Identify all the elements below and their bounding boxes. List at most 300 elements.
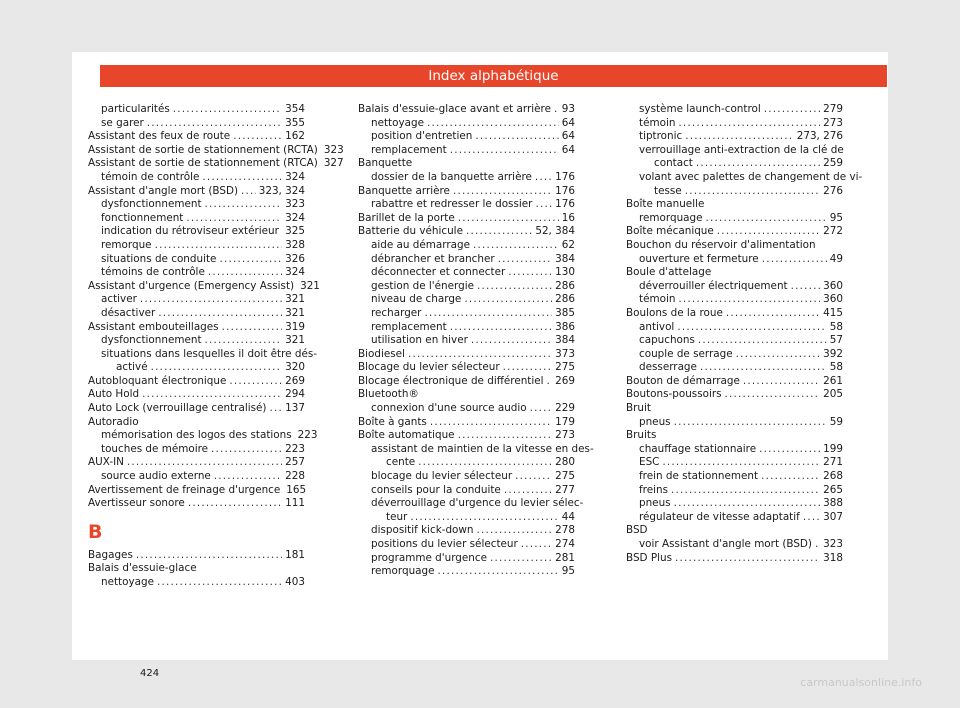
dot-leader [458, 212, 559, 226]
dot-leader [205, 198, 283, 212]
entry-page-ref: 165 [286, 483, 307, 496]
entry-term: mémorisation des logos des stations [101, 429, 292, 442]
dot-leader [815, 538, 820, 552]
index-entry [88, 576, 305, 590]
index-entry [88, 361, 305, 375]
entry-term: Assistant des feux de route [88, 130, 231, 143]
index-entry [88, 321, 305, 335]
entry-page-ref: 321 [285, 306, 305, 319]
entry-page-ref: 386 [555, 320, 575, 333]
index-entry [626, 470, 843, 484]
dot-leader [158, 307, 282, 321]
index-entry [88, 239, 305, 253]
dot-leader [677, 321, 826, 335]
entry-term: Batterie du véhicule [358, 225, 463, 238]
index-entry [626, 375, 843, 389]
index-entry [358, 225, 575, 239]
entry-page-ref: 403 [285, 576, 305, 588]
index-entry [626, 552, 843, 566]
entry-page-ref: 326 [285, 252, 305, 265]
entry-page-ref: 323, 324 [258, 184, 305, 197]
index-entry [626, 307, 843, 321]
index-entry [88, 212, 305, 226]
entry-page-ref: 279 [823, 103, 843, 115]
entry-page-ref: 137 [285, 402, 305, 415]
entry-page-ref: 355 [285, 116, 305, 129]
entry-term: Boutons-poussoirs [626, 388, 722, 401]
dot-leader [477, 524, 553, 538]
entry-page-ref: 280 [555, 456, 575, 469]
entry-page-ref: 257 [285, 456, 305, 469]
dot-leader [762, 253, 827, 267]
index-entry [88, 347, 318, 362]
dot-leader [477, 280, 552, 294]
index-entry [88, 117, 305, 131]
index-entry [626, 239, 843, 253]
entry-term: Blocage électronique de différentiel [358, 374, 544, 387]
index-entry [358, 538, 575, 552]
entry-term: source audio externe [101, 470, 211, 483]
dot-leader [438, 565, 559, 579]
entry-term: positions du levier sélecteur [371, 538, 518, 550]
index-entry [358, 253, 575, 267]
entry-term: voir Assistant d'angle mort (BSD) [639, 538, 812, 550]
dot-leader [269, 402, 282, 416]
entry-term: se garer [101, 116, 144, 129]
entry-term: Assistant d'angle mort (BSD) [88, 184, 238, 197]
entry-term: volant avec palettes de changement de vi- [639, 170, 863, 183]
entry-page-ref: 57 [829, 334, 843, 347]
entry-page-ref: 286 [555, 279, 575, 292]
dot-leader [675, 552, 820, 566]
index-entry [358, 416, 575, 430]
index-entry [358, 280, 575, 294]
index-entry [88, 171, 305, 185]
index-entry [626, 402, 843, 416]
dot-leader [678, 117, 820, 131]
entry-term: Autobloquant électronique [88, 374, 227, 387]
entry-page-ref: 199 [823, 442, 843, 455]
index-entry [358, 552, 575, 566]
index-entry [626, 388, 843, 402]
page-number: 424 [140, 668, 160, 679]
dot-leader [490, 552, 552, 566]
index-entry [88, 549, 305, 563]
index-column-3 [626, 103, 863, 565]
index-entry [88, 443, 305, 457]
entry-term: Autoradio [88, 415, 139, 428]
dot-leader [759, 443, 820, 457]
index-entry [626, 280, 843, 294]
entry-page-ref: 176 [555, 184, 575, 197]
index-entry [358, 565, 575, 579]
dot-leader [155, 239, 283, 253]
entry-page-ref: 319 [285, 320, 305, 333]
index-entry [358, 185, 575, 199]
index-entry [88, 279, 320, 294]
entry-page-ref: 265 [823, 483, 843, 496]
dot-leader [424, 307, 552, 321]
index-entry [626, 524, 843, 538]
entry-page-ref: 321 [285, 334, 305, 347]
index-entry [626, 117, 843, 131]
index-entry [626, 170, 863, 185]
entry-term: fonctionnement [101, 211, 184, 224]
entry-page-ref: 205 [823, 388, 843, 401]
entry-term: Boîte mécanique [626, 225, 714, 238]
entry-page-ref: 228 [285, 470, 305, 483]
entry-term: indication du rétroviseur extérieur [101, 225, 279, 238]
dot-leader [450, 321, 552, 335]
entry-page-ref: 181 [285, 548, 305, 561]
entry-term: désactiver [101, 306, 156, 319]
index-entry [626, 321, 843, 335]
index-entry [358, 470, 575, 484]
index-entry [358, 348, 575, 362]
entry-term: niveau de charge [371, 293, 462, 306]
dot-leader [142, 388, 282, 402]
entry-term: cente [386, 456, 416, 469]
entry-page-ref: 360 [823, 279, 843, 292]
index-entry [88, 388, 305, 402]
section-letter: B [88, 520, 103, 543]
dot-leader [547, 375, 553, 389]
dot-leader [475, 130, 558, 144]
index-entry [358, 144, 575, 158]
dot-leader [726, 307, 820, 321]
dot-leader [685, 130, 794, 144]
entry-term: Avertissement de freinage d'urgence [88, 483, 281, 496]
dot-leader [214, 470, 282, 484]
index-column-2 [358, 103, 594, 579]
entry-term: situations dans lesquelles il doit être dés- [101, 347, 318, 360]
entry-page-ref: 58 [829, 361, 843, 374]
entry-term: antivol [639, 320, 675, 333]
index-entry [626, 185, 843, 199]
index-entry [358, 130, 575, 144]
dot-leader [696, 157, 820, 171]
index-entry [358, 239, 575, 253]
entry-term: déverrouillage d'urgence du levier sélec- [371, 497, 584, 510]
index-entry [358, 171, 575, 185]
index-entry [358, 524, 575, 538]
index-entry [626, 497, 843, 511]
index-entry [358, 307, 575, 321]
index-entry [626, 144, 843, 158]
dot-leader [671, 484, 820, 498]
dot-leader [706, 212, 827, 226]
entry-term: couple de serrage [639, 347, 733, 360]
index-entry [626, 456, 843, 470]
index-entry [626, 198, 843, 212]
dot-leader [229, 375, 282, 389]
entry-term: gestion de l'énergie [371, 279, 474, 292]
dot-leader [662, 456, 820, 470]
index-entry [626, 212, 843, 226]
dot-leader [678, 293, 820, 307]
entry-page-ref: 223 [285, 442, 305, 455]
entry-term: utilisation en hiver [371, 334, 468, 347]
entry-page-ref: 321 [285, 293, 305, 306]
dot-leader [473, 239, 559, 253]
entry-page-ref: 95 [561, 565, 575, 578]
entry-page-ref: 294 [285, 388, 305, 401]
entry-term: Balais d'essuie-glace avant et arrière [358, 103, 551, 115]
index-entry [358, 497, 584, 511]
entry-term: Blocage du levier sélecteur [358, 361, 500, 374]
entry-term: touches de mémoire [101, 442, 209, 455]
entry-page-ref: 162 [285, 130, 305, 143]
index-entry [358, 212, 575, 226]
dot-leader [700, 361, 827, 375]
index-entry [88, 198, 305, 212]
index-entry [358, 442, 594, 457]
entry-term: teur [386, 510, 408, 523]
dot-leader [205, 334, 283, 348]
dot-leader [466, 225, 532, 239]
entry-page-ref: 176 [555, 198, 575, 211]
entry-page-ref: 273, 276 [796, 130, 843, 143]
entry-term: AUX-IN [88, 456, 124, 469]
entry-term: Bruits [626, 429, 657, 442]
index-entry [626, 253, 843, 267]
dot-leader [408, 348, 552, 362]
index-entry [358, 334, 575, 348]
entry-page-ref: 229 [555, 402, 575, 415]
entry-term: BSD [626, 524, 648, 537]
entry-term: frein de stationnement [639, 470, 759, 483]
dot-leader [186, 212, 282, 226]
dot-leader [430, 416, 552, 430]
entry-page-ref: 277 [555, 483, 575, 496]
dot-leader [151, 361, 283, 375]
entry-page-ref: 269 [285, 374, 305, 387]
entry-term: dossier de la banquette arrière [371, 170, 532, 183]
dot-leader [147, 117, 282, 131]
index-entry [626, 266, 843, 280]
index-entry [626, 348, 843, 362]
entry-page-ref: 388 [823, 497, 843, 510]
entry-term: position d'entretien [371, 130, 473, 143]
entry-page-ref: 271 [823, 456, 843, 469]
entry-term: déverrouiller électriquement [639, 279, 788, 292]
entry-page-ref: 130 [555, 266, 575, 279]
index-entry [88, 157, 344, 171]
entry-page-ref: 275 [555, 361, 575, 374]
index-entry [88, 375, 305, 389]
entry-term: pneus [639, 497, 671, 510]
entry-term: Banquette arrière [358, 184, 450, 197]
entry-term: Auto Lock (verrouillage centralisé) [88, 402, 267, 415]
index-entry [88, 470, 305, 484]
entry-page-ref: 52, 384 [535, 225, 575, 238]
entry-page-ref: 354 [285, 103, 305, 115]
entry-term: Bagages [88, 548, 133, 561]
dot-leader [515, 470, 552, 484]
index-entry [88, 130, 305, 144]
dot-leader [674, 416, 827, 430]
index-entry [88, 185, 305, 199]
entry-term: activé [116, 361, 148, 374]
index-entry [88, 103, 305, 117]
entry-term: chauffage stationnaire [639, 442, 757, 455]
entry-page-ref: 16 [561, 211, 575, 224]
entry-page-ref: 58 [829, 320, 843, 333]
dot-leader [498, 253, 553, 267]
entry-term: Assistant de sortie de stationnement (RTCA) [88, 157, 318, 170]
index-entry [626, 484, 843, 498]
dot-leader [127, 456, 282, 470]
entry-term: remplacement [371, 143, 447, 156]
index-column-1 [88, 103, 344, 590]
dot-leader [427, 117, 559, 131]
dot-leader [764, 103, 820, 117]
index-entry [88, 266, 305, 280]
entry-term: BSD Plus [626, 551, 672, 564]
entry-page-ref: 321 [300, 279, 320, 292]
entry-term: activer [101, 293, 137, 306]
entry-term: déconnecter et connecter [371, 266, 506, 279]
entry-term: Boîte manuelle [626, 198, 705, 211]
entry-page-ref: 223 [297, 429, 318, 442]
entry-page-ref: 384 [555, 334, 575, 347]
entry-page-ref: 278 [555, 524, 575, 537]
watermark [0, 676, 960, 689]
index-entry [626, 511, 843, 525]
entry-term: ESC [639, 456, 660, 469]
entry-page-ref: 275 [555, 470, 575, 483]
watermark-text: carmanualsonline.info [800, 676, 922, 689]
entry-term: tiptronic [639, 130, 683, 143]
entry-page-ref: 324 [285, 170, 305, 183]
entry-term: Boule d'attelage [626, 266, 712, 279]
index-entry [88, 402, 305, 416]
dot-leader [136, 549, 282, 563]
entry-page-ref: 64 [561, 130, 575, 143]
entry-term: Assistant embouteillages [88, 320, 219, 333]
dot-leader [450, 144, 559, 158]
index-page [72, 52, 888, 679]
entry-page-ref: 59 [829, 415, 843, 428]
entry-page-ref: 320 [285, 361, 305, 374]
entry-term: verrouillage anti-extraction de la clé de [639, 143, 844, 156]
dot-leader [761, 470, 820, 484]
entry-term: nettoyage [371, 116, 424, 129]
dot-leader [791, 280, 821, 294]
dot-leader [725, 388, 821, 402]
dot-leader [535, 171, 552, 185]
dot-leader [685, 185, 820, 199]
dot-leader [453, 185, 552, 199]
dot-leader [173, 103, 282, 117]
dot-leader [208, 266, 282, 280]
entry-page-ref: 373 [555, 347, 575, 360]
index-entry [358, 402, 575, 416]
entry-page-ref: 281 [555, 551, 575, 564]
entry-term: situations de conduite [101, 252, 217, 265]
entry-term: remplacement [371, 320, 447, 333]
entry-term: pneus [639, 415, 671, 428]
dot-leader [803, 511, 820, 525]
entry-page-ref: 324 [285, 211, 305, 224]
dot-leader [157, 576, 282, 590]
entry-page-ref: 273 [823, 116, 843, 129]
index-entry [88, 562, 305, 576]
entry-page-ref: 261 [823, 374, 843, 387]
dot-leader [504, 484, 552, 498]
entry-page-ref: 93 [561, 103, 575, 115]
entry-page-ref: 95 [829, 211, 843, 224]
index-entry [626, 334, 843, 348]
index-entry [358, 103, 575, 117]
entry-term: remorquage [639, 211, 703, 224]
entry-page-ref: 276 [823, 184, 843, 197]
index-entry [88, 225, 305, 239]
entry-page-ref: 259 [823, 157, 843, 170]
index-entry [358, 511, 575, 525]
entry-term: Assistant d'urgence (Emergency Assist) [88, 279, 295, 292]
index-entry [358, 429, 575, 443]
entry-term: système launch-control [639, 103, 761, 115]
index-entry [88, 416, 305, 430]
entry-term: débrancher et brancher [371, 252, 495, 265]
entry-term: capuchons [639, 334, 695, 347]
entry-page-ref: 49 [829, 252, 843, 265]
index-entry [358, 375, 575, 389]
entry-term: connexion d'une source audio [371, 402, 527, 415]
index-entry [88, 456, 305, 470]
entry-term: rabattre et redresser le dossier [371, 198, 533, 211]
index-entry [88, 497, 305, 511]
entry-page-ref: 176 [555, 170, 575, 183]
index-entry [626, 443, 843, 457]
entry-term: Boulons de la roue [626, 306, 723, 319]
dot-leader [188, 497, 282, 511]
index-entry [626, 361, 843, 375]
dot-leader [743, 375, 820, 389]
entry-page-ref: 44 [561, 510, 575, 523]
entry-page-ref: 62 [561, 238, 575, 251]
entry-term: Bruit [626, 402, 651, 415]
entry-term: Bluetooth® [358, 388, 419, 401]
page-header: Index alphabétique [100, 65, 887, 87]
entry-page-ref: 323 [823, 538, 843, 550]
index-entry [626, 538, 843, 552]
index-entry [358, 484, 575, 498]
dot-leader [503, 361, 553, 375]
entry-term: nettoyage [101, 576, 154, 588]
entry-term: Auto Hold [88, 388, 140, 401]
dot-leader [219, 253, 282, 267]
entry-page-ref: 415 [823, 306, 843, 319]
entry-page-ref: 323 [285, 198, 305, 211]
entry-term: remorque [101, 238, 152, 251]
entry-term: régulateur de vitesse adaptatif [639, 510, 800, 523]
dot-leader [530, 402, 553, 416]
dot-leader [535, 198, 552, 212]
entry-page-ref: 318 [823, 551, 843, 564]
entry-page-ref: 327 [323, 157, 344, 170]
entry-page-ref: 323 [323, 143, 344, 156]
entry-term: Balais d'essuie-glace [88, 562, 197, 575]
dot-leader [233, 130, 282, 144]
dot-leader [202, 171, 282, 185]
entry-page-ref: 269 [555, 374, 575, 387]
index-entry [358, 456, 575, 470]
dot-leader [674, 497, 821, 511]
entry-term: blocage du levier sélecteur [371, 470, 513, 483]
entry-page-ref: 385 [555, 306, 575, 319]
